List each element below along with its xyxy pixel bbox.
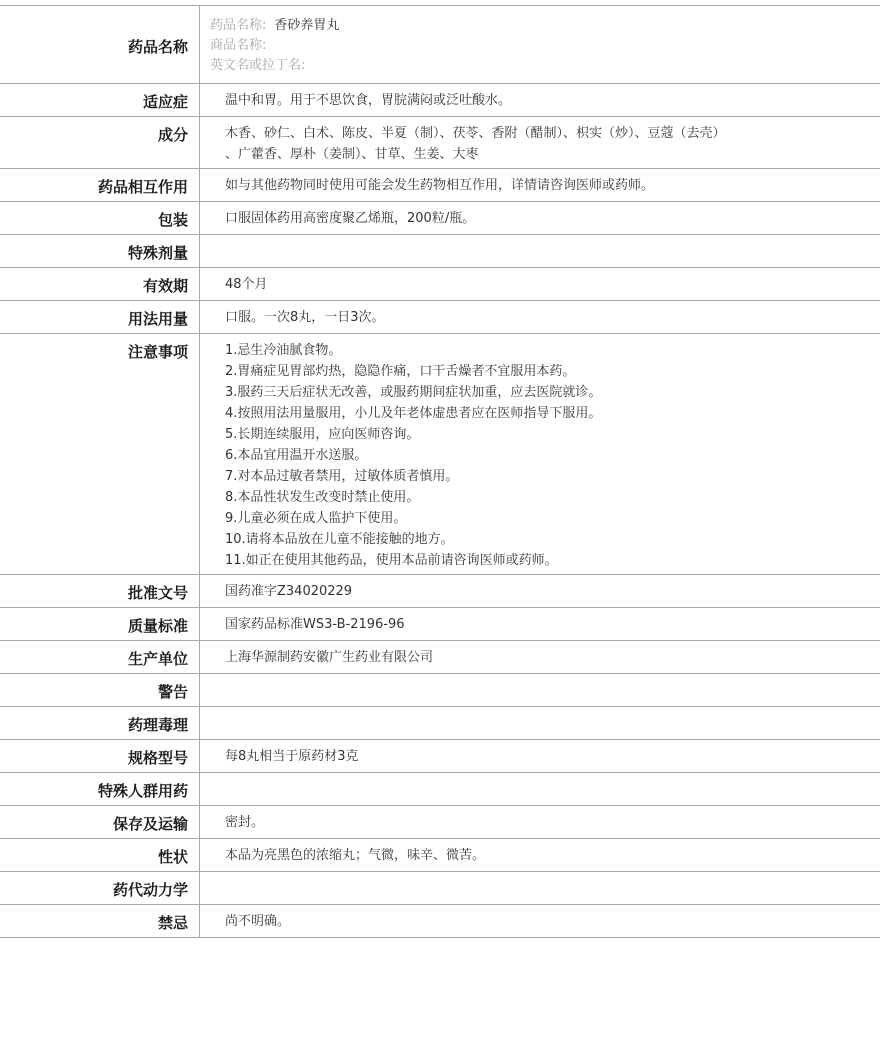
table-row	[0, 169, 880, 202]
row-label-text: 生产单位	[127, 650, 188, 668]
row-value-line: 5.长期连续服用，应向医师咨询。	[225, 427, 420, 442]
table-row	[0, 268, 880, 301]
row-value-line: 8.本品性状发生改变时禁止使用。	[225, 490, 420, 505]
table-row	[0, 707, 880, 740]
table-row	[0, 334, 880, 575]
row-value-line: 7.对本品过敏者禁用，过敏体质者慎用。	[225, 469, 459, 484]
row-value-line: 本品为亮黑色的浓缩丸；气微，味辛、微苦。	[225, 848, 486, 863]
table-row	[0, 235, 880, 268]
row-label	[0, 641, 200, 673]
row-value-line: 、广藿香、厚朴（姜制）、甘草、生姜、大枣	[225, 147, 479, 162]
row-value	[200, 707, 880, 739]
row-value	[200, 839, 880, 871]
row-label-text: 适应症	[142, 93, 188, 111]
row-value-line: 1.忌生冷油腻食物。	[225, 343, 342, 358]
row-label-text: 性状	[157, 848, 188, 866]
trade-name-line	[210, 36, 339, 56]
row-value	[200, 84, 880, 116]
table-row	[0, 773, 880, 806]
table-row	[0, 575, 880, 608]
row-value	[200, 872, 880, 904]
row-value-line: 3.服药三天后症状无改善，或服药期间症状加重，应去医院就诊。	[225, 385, 602, 400]
table-row	[0, 641, 880, 674]
row-label-text: 规格型号	[127, 749, 188, 767]
row-label-text: 药代动力学	[112, 881, 188, 899]
row-label-text: 用法用量	[127, 310, 188, 328]
row-label	[0, 334, 200, 574]
row-value	[200, 202, 880, 234]
row-value-line: 上海华源制药安徽广生药业有限公司	[225, 650, 434, 665]
row-value	[200, 169, 880, 201]
table-row	[0, 905, 880, 938]
table-row	[0, 202, 880, 235]
row-label	[0, 740, 200, 772]
row-value-line: 11.如正在使用其他药品，使用本品前请咨询医师或药师。	[225, 553, 558, 568]
row-label-text: 禁忌	[157, 914, 188, 932]
detail-rows	[0, 84, 880, 938]
row-label	[0, 872, 200, 904]
row-label	[0, 202, 200, 234]
row-value	[200, 235, 880, 267]
table-row	[0, 84, 880, 117]
row-value-line: 每8丸相当于原药材3克	[225, 749, 359, 764]
row-label	[0, 839, 200, 871]
row-label-text: 药理毒理	[127, 716, 188, 734]
row-value-line: 口服固体药用高密度聚乙烯瓶，200粒/瓶。	[225, 211, 476, 226]
row-value-line: 6.本品宜用温开水送服。	[225, 448, 368, 463]
row-label-text: 药品相互作用	[97, 178, 188, 196]
row-label	[0, 608, 200, 640]
trade-name-key: 商品名称:	[210, 38, 267, 53]
drug-name-block	[200, 6, 339, 83]
row-value-line: 2.胃痛症见胃部灼热，隐隐作痛，口干舌燥者不宜服用本药。	[225, 364, 576, 379]
row-label	[0, 169, 200, 201]
row-label-text: 特殊剂量	[127, 244, 188, 262]
row-label	[0, 301, 200, 333]
row-label-text: 注意事项	[127, 343, 188, 361]
row-value-line: 口服。一次8丸，一日3次。	[225, 310, 385, 325]
row-value-line: 尚不明确。	[225, 914, 291, 929]
row-value	[200, 806, 880, 838]
row-label-text: 批准文号	[127, 584, 188, 602]
table-row	[0, 740, 880, 773]
table-row	[0, 608, 880, 641]
row-value	[200, 334, 880, 574]
generic-name-line	[210, 16, 339, 36]
table-row	[0, 806, 880, 839]
table-row	[0, 674, 880, 707]
row-value	[200, 301, 880, 333]
row-value-line: 温中和胃。用于不思饮食，胃脘满闷或泛吐酸水。	[225, 93, 512, 108]
row-value	[200, 674, 880, 706]
row-value	[200, 117, 880, 168]
drug-info-table	[0, 5, 880, 938]
row-label-text: 特殊人群用药	[97, 782, 188, 800]
row-value	[200, 773, 880, 805]
row-value-line: 9.儿童必须在成人监护下使用。	[225, 511, 407, 526]
row-value-line: 国药准字Z34020229	[225, 584, 353, 599]
table-row	[0, 301, 880, 334]
row-value-line: 木香、砂仁、白术、陈皮、半夏（制）、茯苓、香附（醋制）、枳实（炒）、豆蔻（去壳）	[225, 126, 726, 141]
row-label	[0, 806, 200, 838]
row-label	[0, 84, 200, 116]
row-label-text: 质量标准	[127, 617, 188, 635]
row-value-line: 国家药品标准WS3-B-2196-96	[225, 617, 405, 632]
row-label	[0, 6, 200, 83]
row-label-text: 包装	[157, 211, 188, 229]
row-label	[0, 773, 200, 805]
row-value	[200, 740, 880, 772]
row-label	[0, 674, 200, 706]
row-label	[0, 268, 200, 300]
english-name-key: 英文名或拉丁名:	[210, 58, 306, 73]
row-value	[200, 641, 880, 673]
row-value-line: 如与其他药物同时使用可能会发生药物相互作用，详情请咨询医师或药师。	[225, 178, 655, 193]
row-value-line: 4.按照用法用量服用，小儿及年老体虚患者应在医师指导下服用。	[225, 406, 602, 421]
row-value-line: 密封。	[225, 815, 265, 830]
row-value	[200, 575, 880, 607]
table-row	[0, 872, 880, 905]
generic-name-value: 香砂养胃丸	[274, 18, 340, 33]
row-label-text: 警告	[157, 683, 188, 701]
row-value	[200, 268, 880, 300]
row-value-line: 48个月	[225, 277, 268, 292]
drug-name-label: 药品名称	[127, 38, 188, 56]
row-value	[200, 905, 880, 937]
row-value-line: 10.请将本品放在儿童不能接触的地方。	[225, 532, 454, 547]
row-value	[200, 608, 880, 640]
english-name-line	[210, 56, 339, 76]
row-label	[0, 905, 200, 937]
row-label	[0, 575, 200, 607]
row-label-text: 保存及运输	[112, 815, 188, 833]
row-label	[0, 707, 200, 739]
row-label-text: 成分	[157, 126, 188, 144]
row-drug-name	[0, 6, 880, 84]
generic-name-key: 药品名称:	[210, 18, 267, 33]
table-row	[0, 839, 880, 872]
row-label	[0, 117, 200, 168]
table-row	[0, 117, 880, 169]
row-label	[0, 235, 200, 267]
row-label-text: 有效期	[142, 277, 188, 295]
